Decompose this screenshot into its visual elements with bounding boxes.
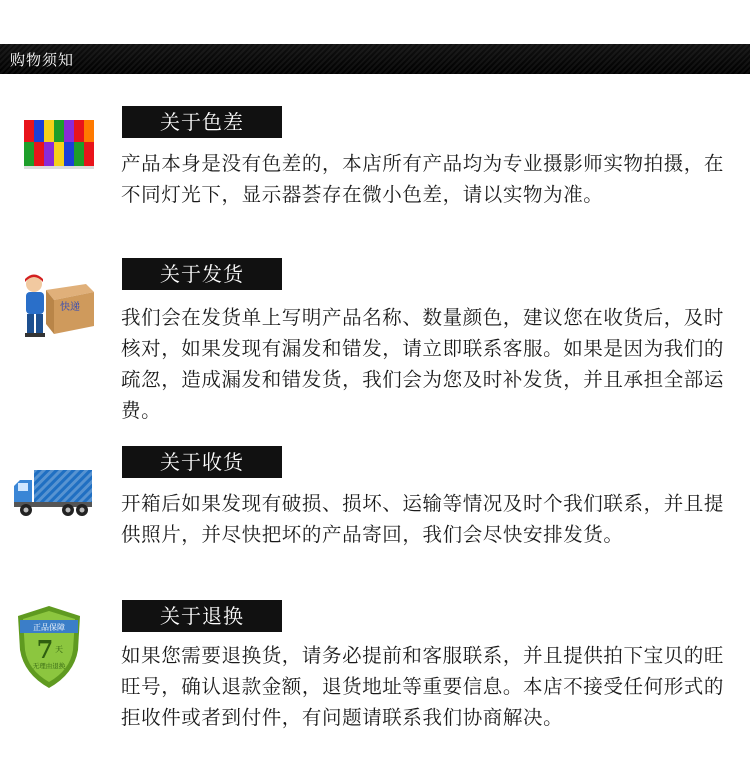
shield-number-text: 7: [36, 635, 54, 664]
shield-unit-text: 天: [55, 645, 63, 654]
section-body-text: 我们会在发货单上写明产品名称、数量颜色，建议您在收货后，及时核对，如果发现有漏发和错发，请立即联系客服。如果是因为我们的疏忽，造成漏发和错发货，我们会为您及时补发货，并且承担全部运费。: [121, 306, 725, 422]
section-title: 关于退换: [122, 600, 282, 632]
section-title: 关于收货: [122, 446, 282, 478]
box-label-text: 快递: [60, 302, 80, 313]
color-swatch-icon: [24, 120, 94, 174]
section-body-text: 开箱后如果发现有破损、损坏、运输等情况及时个我们联系，并且提供照片，并尽快把坏的产品寄回，我们会尽快安排发货。: [121, 492, 725, 546]
shield-bottom-text: 无理由退换: [32, 662, 66, 670]
section-title: 关于色差: [122, 106, 282, 138]
header-title: 购物须知: [10, 51, 75, 69]
section-title: 关于发货: [122, 258, 282, 290]
courier-with-box-icon: [16, 270, 96, 346]
section-body-text: 如果您需要退换货，请务必提前和客服联系，并且提供拍下宝贝的旺旺号，确认退款金额，退货地址等重要信息。本店不接受任何形式的拒收件或者到付件，有问题请联系我们协商解决。: [121, 644, 725, 729]
shield-top-text: 正品保障: [33, 623, 65, 632]
delivery-truck-icon: [12, 466, 94, 522]
section-body-text: 产品本身是没有色差的，本店所有产品均为专业摄影师实物拍摄，在不同灯光下，显示器荟存在微小色差，请以实物为准。: [121, 152, 725, 206]
guarantee-shield-icon: [14, 604, 84, 694]
section-header-bar: [0, 44, 750, 74]
